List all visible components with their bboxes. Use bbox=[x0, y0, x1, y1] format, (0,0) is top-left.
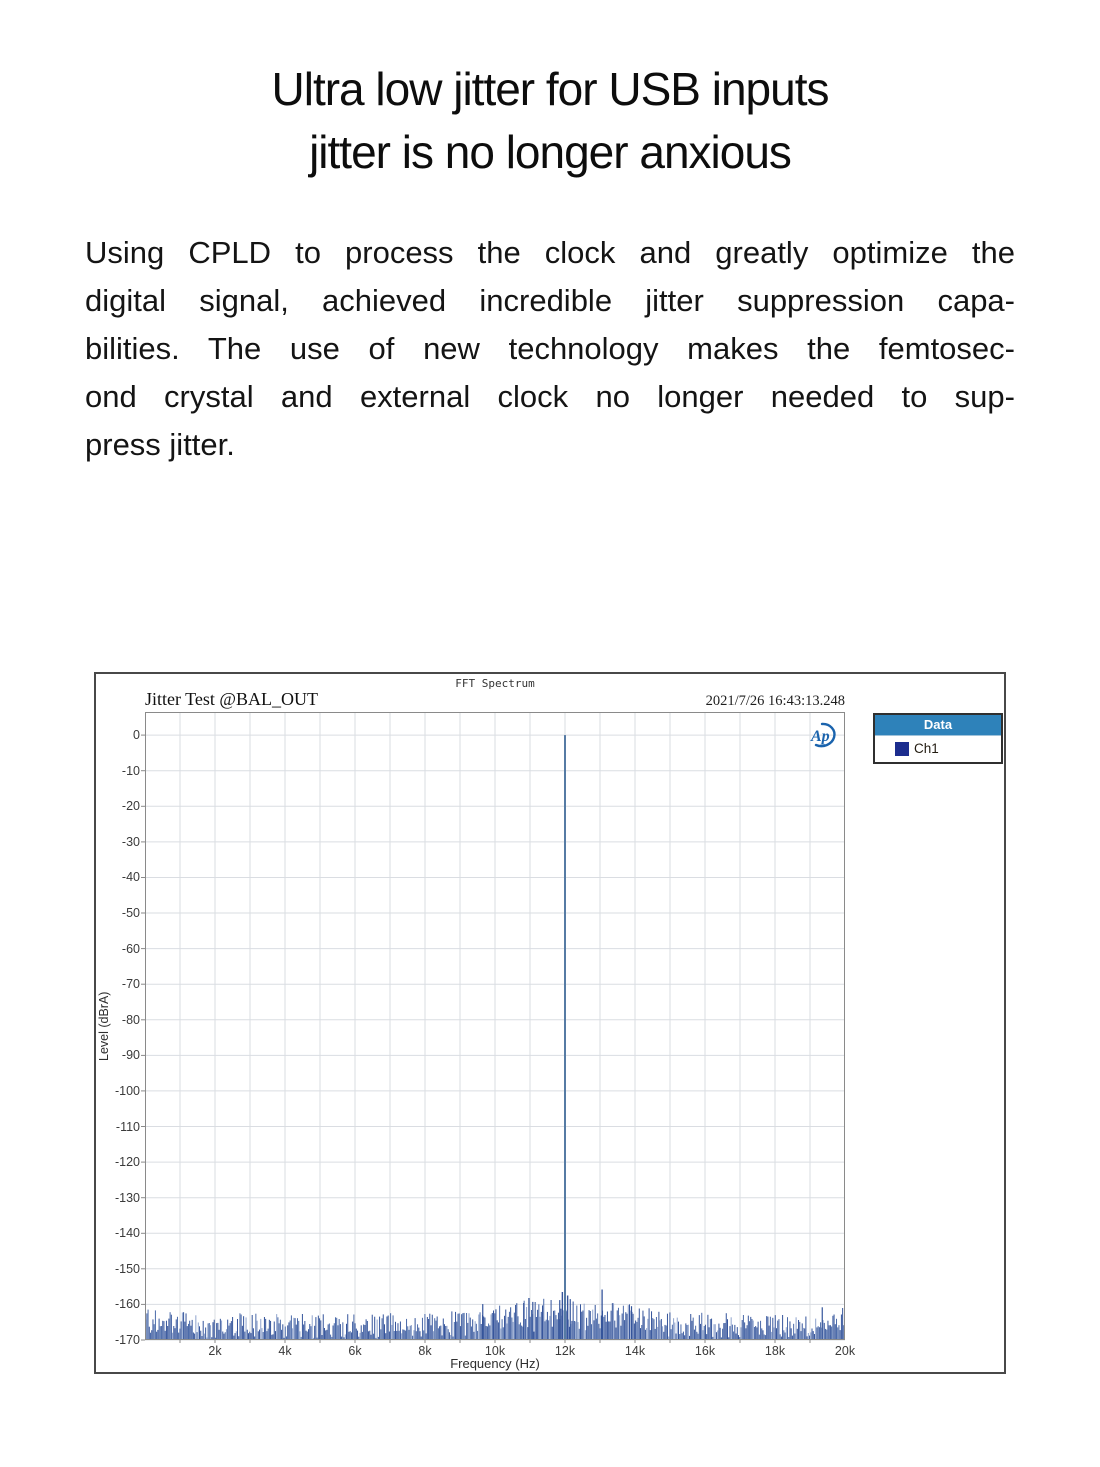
legend-header: Data bbox=[875, 715, 1001, 736]
y-tick-label: -60 bbox=[121, 941, 140, 956]
legend-series-label: Ch1 bbox=[914, 741, 939, 756]
y-tick-label: -120 bbox=[114, 1155, 140, 1170]
paragraph-line: Using CPLD to process the clock and greatly optimize the bbox=[85, 235, 1015, 270]
y-tick-label: -100 bbox=[114, 1083, 140, 1098]
y-tick-label: -50 bbox=[121, 906, 140, 921]
y-tick-label: -130 bbox=[114, 1190, 140, 1205]
y-tick-label: -20 bbox=[121, 799, 140, 814]
x-tick-label: 14k bbox=[624, 1344, 646, 1358]
y-axis-title: Level (dBrA) bbox=[97, 991, 111, 1061]
ap-logo-graphic bbox=[806, 720, 844, 750]
audio-precision-logo bbox=[806, 720, 844, 750]
fft-spectrum-chart bbox=[94, 672, 1006, 1374]
chart-test-label: Jitter Test @BAL_OUT bbox=[145, 689, 318, 709]
y-tick-label: -140 bbox=[114, 1226, 140, 1241]
x-axis-title: Frequency (Hz) bbox=[450, 1356, 540, 1371]
x-tick-label: 12k bbox=[554, 1344, 576, 1358]
x-tick-label: 16k bbox=[694, 1344, 716, 1358]
y-tick-label: -170 bbox=[114, 1333, 140, 1347]
x-tick-label: 10k bbox=[484, 1344, 506, 1358]
page-title-line2: jitter is no longer anxious bbox=[309, 126, 791, 178]
paragraph-line: ond crystal and external clock no longer needed to sup- bbox=[85, 379, 1015, 414]
chart-timestamp: 2021/7/26 16:43:13.248 bbox=[705, 693, 845, 709]
ch1-color-swatch-icon bbox=[895, 742, 909, 756]
legend-row-ch1 bbox=[875, 736, 1001, 762]
y-tick-label: -90 bbox=[121, 1048, 140, 1063]
y-tick-label: -30 bbox=[121, 834, 140, 849]
y-tick-label: -40 bbox=[121, 870, 140, 885]
paragraph-line: digital signal, achieved incredible jitter suppression capa- bbox=[85, 283, 1015, 318]
y-tick-label: 0 bbox=[133, 728, 140, 743]
page-title-line1: Ultra low jitter for USB inputs bbox=[271, 63, 829, 115]
y-tick-label: -160 bbox=[114, 1297, 140, 1312]
x-tick-label: 20k bbox=[834, 1344, 856, 1358]
y-tick-label: -110 bbox=[115, 1119, 140, 1134]
svg-text:Ap: Ap bbox=[811, 728, 830, 745]
y-tick-label: -70 bbox=[121, 977, 140, 992]
spectrum-plot bbox=[145, 712, 845, 1340]
x-tick-label: 4k bbox=[278, 1344, 292, 1358]
y-tick-label: -10 bbox=[121, 763, 140, 778]
y-tick-label: -150 bbox=[114, 1261, 140, 1276]
page-title bbox=[0, 58, 1100, 184]
chart-window-title: FFT Spectrum bbox=[455, 677, 535, 690]
paragraph-line: press jitter. bbox=[85, 427, 235, 462]
x-tick-label: 8k bbox=[418, 1344, 432, 1358]
x-tick-label: 6k bbox=[348, 1344, 362, 1358]
plot-area bbox=[145, 712, 845, 1340]
y-tick-label: -80 bbox=[121, 1012, 140, 1027]
paragraph-line: bilities. The use of new technology makes the femtosec- bbox=[85, 331, 1015, 366]
legend-box bbox=[873, 713, 1003, 764]
x-tick-label: 18k bbox=[764, 1344, 786, 1358]
x-tick-label: 2k bbox=[208, 1344, 222, 1358]
intro-paragraph bbox=[85, 229, 1015, 469]
